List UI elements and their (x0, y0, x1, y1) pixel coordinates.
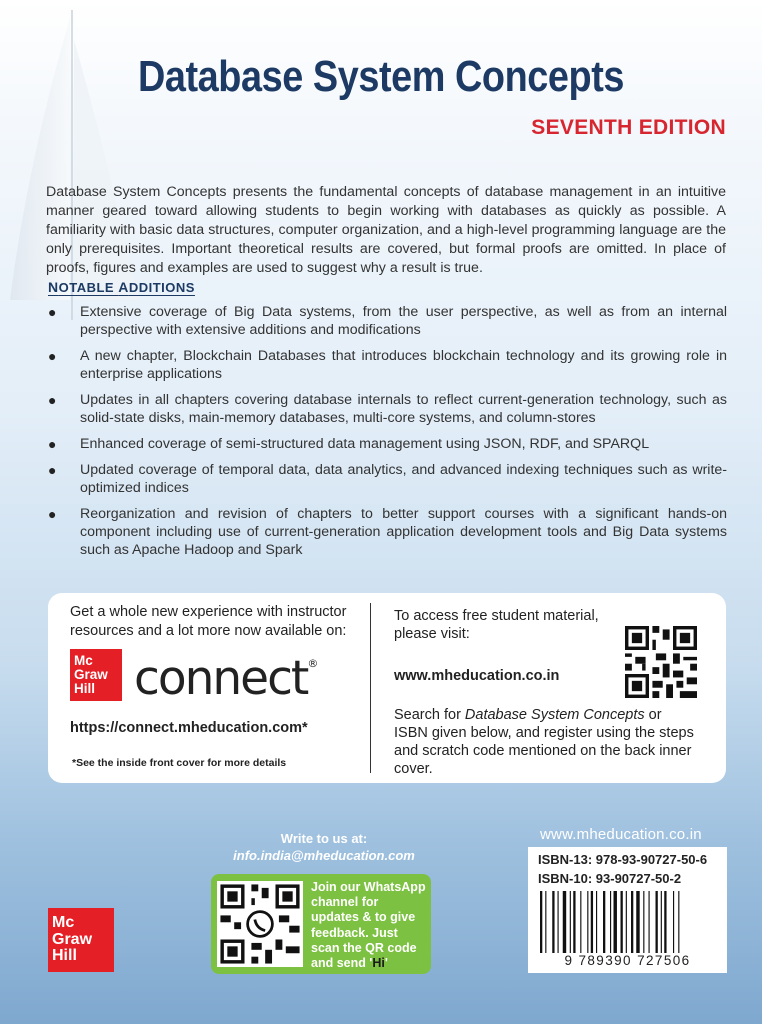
isbn-10: ISBN-10: 93-90727-50-2 (538, 871, 682, 886)
barcode-bar (596, 891, 597, 953)
barcode-bar (626, 891, 627, 953)
barcode-bar (558, 891, 559, 953)
barcode-icon (540, 891, 715, 953)
bullet-icon: ● (48, 392, 57, 408)
whatsapp-panel (211, 874, 431, 974)
bullet-icon: ● (48, 462, 57, 478)
barcode-bar (643, 891, 644, 953)
connect-intro-text: Get a whole new experience with instructor resources and a lot more now available on: (70, 604, 347, 639)
list-item: ● A new chapter, Blockchain Databases that introduces blockchain technology and its growing role in enterprise applications (48, 348, 727, 382)
barcode-bar (656, 891, 658, 953)
barcode-bar (610, 891, 611, 953)
publisher-website[interactable]: www.mheducation.co.in (540, 826, 702, 843)
list-item: ● Enhanced coverage of semi-structured data management using JSON, RDF, and SPARQL (48, 436, 650, 452)
barcode-bar (673, 891, 674, 953)
write-to-us-label: Write to us at: (280, 831, 368, 846)
barcode-bar (603, 891, 605, 953)
whatsapp-text: Join our WhatsApp channel for updates & to give feedback. Just scan the QR code and send 'Hi' (311, 880, 426, 971)
barcode-bar (649, 891, 650, 953)
mheducation-url[interactable]: www.mheducation.co.in (394, 668, 560, 684)
contact-email[interactable]: info.india@mheducation.com (233, 848, 415, 863)
barcode-bar (664, 891, 666, 953)
barcode-bar (636, 891, 639, 953)
isbn-box (528, 847, 727, 973)
edition-label: SEVENTH EDITION (531, 116, 726, 139)
barcode-bar (621, 891, 623, 953)
bullet-icon: ● (48, 436, 57, 452)
notable-additions-heading: NOTABLE ADDITIONS (48, 279, 195, 295)
list-item: ● Reorganization and revision of chapters to better support courses with a significant hands-on component including use of current-generation application development tools and Big Data systems such as Apache Hadoop and Spark (48, 506, 727, 558)
barcode-bar (563, 891, 566, 953)
publisher-logo: Mc Graw Hill (48, 908, 114, 972)
barcode-bar (580, 891, 581, 953)
barcode-bar (540, 891, 542, 953)
inside-cover-note: *See the inside front cover for more details (72, 757, 287, 769)
notable-additions-list (46, 303, 727, 567)
write-to-us (218, 830, 430, 864)
list-item: ● Extensive coverage of Big Data systems, from the user perspective, as well as from an internal perspective with extensive additions and modifications (48, 304, 727, 338)
barcode-bar (570, 891, 571, 953)
barcode-bar (587, 891, 588, 953)
bullet-icon: ● (48, 304, 57, 320)
barcode-bar (552, 891, 554, 953)
connect-logo: connect® (134, 651, 319, 706)
list-item: ● Updates in all chapters covering database internals to reflect current-generation technology, such as solid-state disks, main-memory databases, multi-core systems, and column-stores (48, 392, 727, 426)
bullet-icon: ● (48, 348, 57, 364)
isbn-13: ISBN-13: 978-93-90727-50-6 (538, 852, 708, 867)
whatsapp-qr-icon[interactable] (217, 881, 303, 967)
list-item: ● Updated coverage of temporal data, data analytics, and advanced indexing techniques such as write-optimized indices (48, 462, 727, 496)
mcgraw-hill-logo: Mc Graw Hill (70, 649, 122, 701)
barcode-bar (573, 891, 575, 953)
student-material-qr-icon[interactable] (625, 626, 697, 698)
barcode-bar (591, 891, 593, 953)
card-divider (370, 603, 371, 773)
book-title: Database System Concepts (137, 52, 625, 101)
barcode-bar (545, 891, 546, 953)
connect-card (48, 593, 726, 783)
student-material-text: To access free student material, please visit: (394, 608, 599, 642)
search-instructions: Search for Database System Concepts or ISBN given below, and register using the steps and scratch code mentioned on the back inner cover. (394, 707, 694, 777)
connect-url[interactable]: https://connect.mheducation.com* (70, 720, 308, 736)
barcode-bar (631, 891, 633, 953)
barcode-bar (678, 891, 679, 953)
intro-paragraph: Database System Concepts presents the fundamental concepts of database management in an intuitive manner geared toward allowing students to begin working with databases as quickly as possible. A familiarity with basic data structures, computer organization, and a high-level programming language are the only prerequisites. Important theoretical results are covered, but formal proofs are omitted. In place of proofs, figures and examples are used to suggest why a result is true. (46, 184, 726, 276)
barcode-number: 9 789390 727506 (564, 953, 691, 968)
barcode-bar (614, 891, 617, 953)
barcode-bar (661, 891, 662, 953)
bullet-icon: ● (48, 506, 57, 522)
